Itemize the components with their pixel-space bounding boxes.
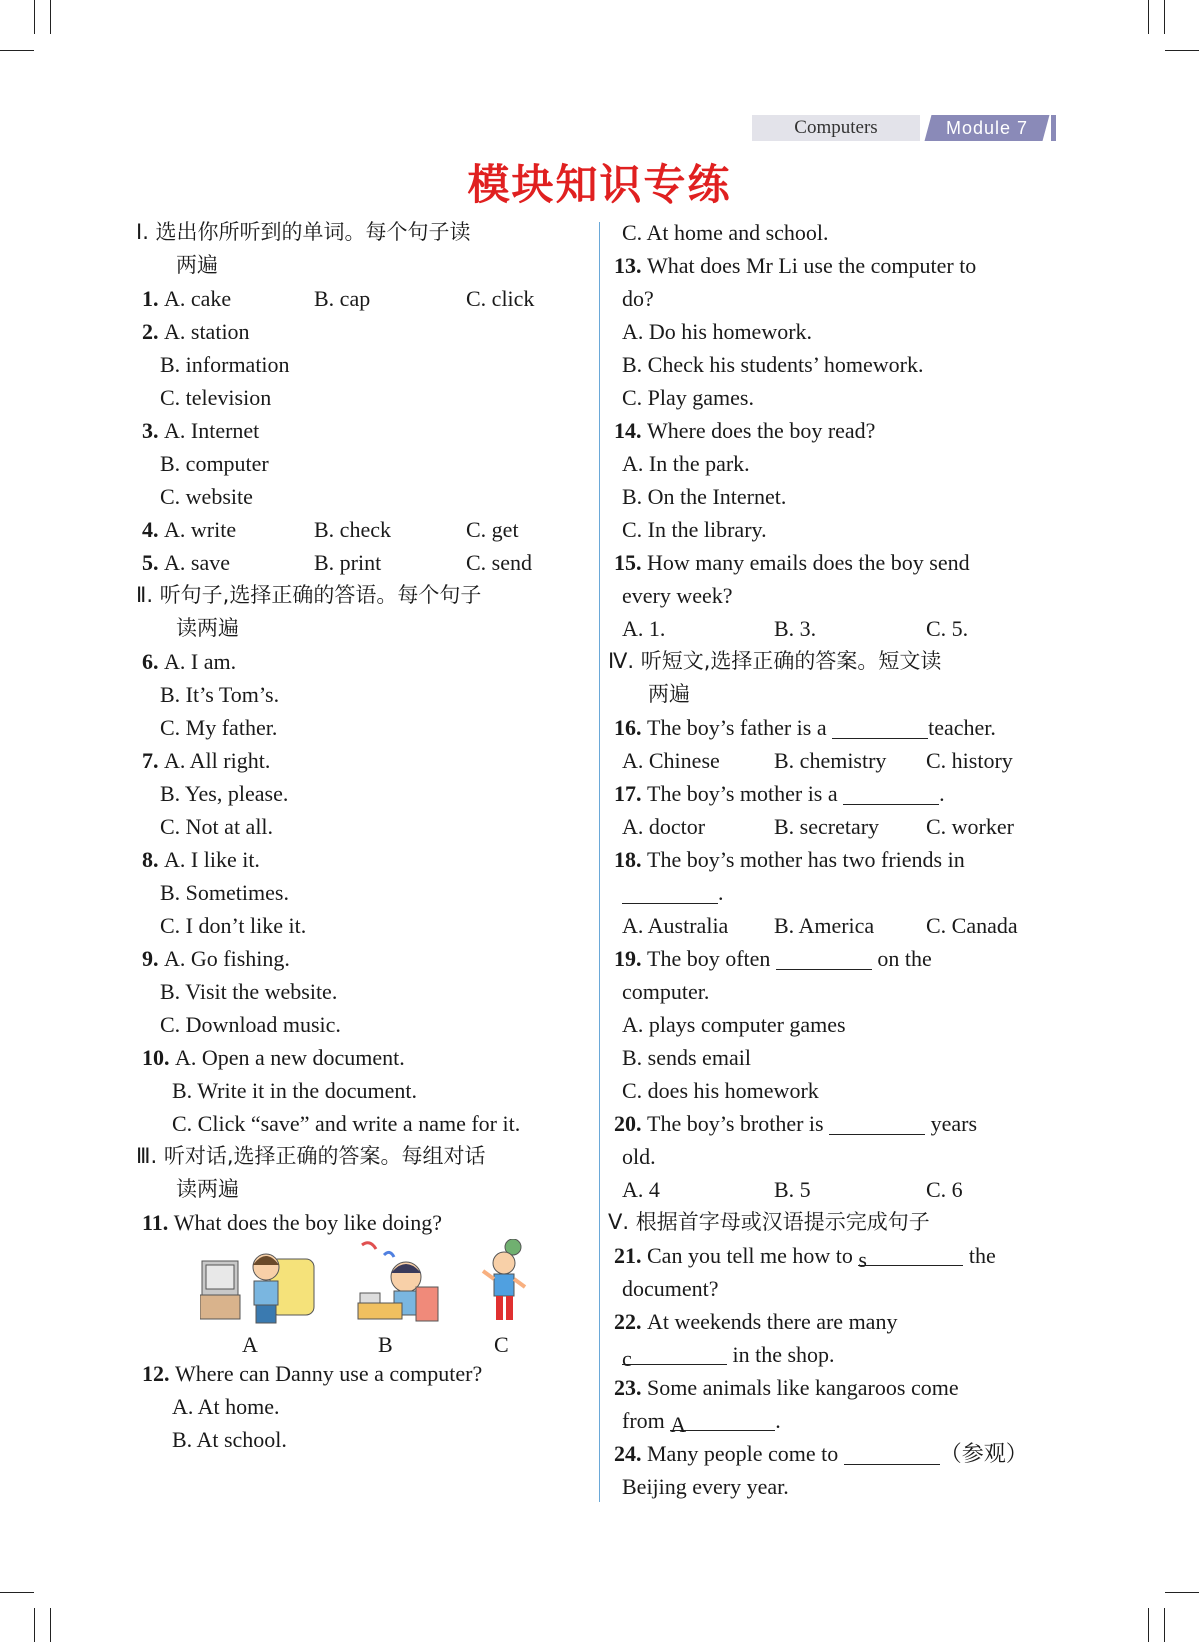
- answer-option: B. It’s Tom’s.: [160, 682, 280, 707]
- answer-option: B. 3.: [774, 616, 817, 641]
- question-number: 3.: [142, 418, 164, 443]
- question-line: [614, 1140, 1058, 1173]
- question-line: [614, 1041, 1058, 1074]
- picture-option-c: [477, 1239, 532, 1329]
- section-heading-text: Ⅰ. 选出你所听到的单词。每个句子读: [136, 220, 471, 244]
- question-number: 5.: [142, 550, 159, 575]
- section-heading-text: 读两遍: [176, 1177, 239, 1201]
- question-text: in the shop.: [727, 1342, 835, 1367]
- section-heading-text: Ⅳ. 听短文,选择正确的答案。短文读: [608, 649, 942, 673]
- question-line: [142, 1423, 592, 1456]
- question-number: 21.: [614, 1243, 647, 1268]
- question-line: [142, 1357, 592, 1390]
- answer-option: B. computer: [160, 451, 269, 476]
- crop-mark: [50, 1608, 51, 1642]
- question-number: 2.: [142, 319, 164, 344]
- question-number: 24.: [614, 1441, 647, 1466]
- question-line: [614, 1338, 1058, 1371]
- section-heading-text: Ⅲ. 听对话,选择正确的答案。每组对话: [136, 1144, 486, 1168]
- question-line: [142, 876, 592, 909]
- picture-option-label: A: [242, 1332, 258, 1357]
- question-line: [142, 315, 592, 348]
- question-number: 18.: [614, 847, 647, 872]
- question-number: 8.: [142, 847, 164, 872]
- question-line: [142, 1074, 592, 1107]
- question-text: What does the boy like doing?: [173, 1210, 443, 1235]
- question-line: [614, 1107, 1058, 1140]
- answer-option: C. send: [466, 550, 532, 575]
- question-line: [614, 909, 1058, 942]
- question-text: from: [622, 1408, 671, 1433]
- question-text: the: [963, 1243, 996, 1268]
- question-line: [614, 744, 1058, 777]
- question-line: [614, 1239, 1058, 1272]
- illustration-shape: [358, 1303, 402, 1319]
- question-text: computer.: [622, 979, 710, 1004]
- answer-option: A. save: [164, 550, 230, 575]
- question-line: [614, 1008, 1058, 1041]
- answer-option: A. 4: [622, 1177, 660, 1202]
- answer-option: C. 5.: [926, 616, 969, 641]
- picture-option-label: B: [378, 1332, 393, 1357]
- question-line: [142, 909, 592, 942]
- answer-option: B. 5: [774, 1177, 811, 1202]
- answer-option: B. At school.: [172, 1427, 287, 1452]
- answer-option: C. website: [160, 484, 253, 509]
- illustration-shape: [483, 1271, 494, 1279]
- illustration-shape: [506, 1296, 513, 1320]
- answer-option: B. Check his students’ homework.: [622, 352, 924, 377]
- question-number: 6.: [142, 649, 164, 674]
- crop-mark: [0, 50, 34, 51]
- question-text: .: [939, 781, 945, 806]
- question-text: The boy’s father is a: [647, 715, 833, 740]
- question-line: [142, 414, 592, 447]
- answer-option: B. print: [314, 550, 382, 575]
- question-number: 10.: [142, 1045, 175, 1070]
- question-text: A. Go fishing.: [164, 946, 290, 971]
- answer-option: B. Write it in the document.: [172, 1078, 417, 1103]
- answer-option: B. secretary: [774, 814, 880, 839]
- answer-blank: [829, 1112, 925, 1135]
- picture-option-a: [200, 1239, 320, 1329]
- crop-mark: [0, 1592, 34, 1593]
- question-text: A. Internet: [164, 418, 260, 443]
- section-heading: [136, 1140, 592, 1173]
- question-text: every week?: [622, 583, 733, 608]
- section-heading-text: Ⅱ. 听句子,选择正确的答语。每个句子: [136, 583, 482, 607]
- answer-option: C. Download music.: [160, 1012, 341, 1037]
- section-heading-text: Ⅴ. 根据首字母或汉语提示完成句子: [608, 1210, 930, 1234]
- illustration-shape: [384, 1252, 394, 1257]
- answer-option: C. In the library.: [622, 517, 767, 542]
- header-module-badge: [925, 115, 1050, 141]
- answer-option: C. television: [160, 385, 272, 410]
- question-number: 7.: [142, 748, 164, 773]
- section-heading: [142, 1173, 592, 1206]
- illustration-shape: [256, 1305, 276, 1323]
- illustration-shape: [493, 1252, 515, 1274]
- question-text: teacher.: [928, 715, 996, 740]
- question-line: [142, 447, 592, 480]
- question-line: [142, 1008, 592, 1041]
- question-line: [614, 1404, 1058, 1437]
- section-heading-text: 两遍: [648, 682, 690, 706]
- question-line: [614, 1371, 1058, 1404]
- question-line: [614, 777, 1058, 810]
- answer-option: A. At home.: [172, 1394, 280, 1419]
- question-number: 20.: [614, 1111, 647, 1136]
- page-title: 模块知识专练: [467, 160, 732, 209]
- question-number: 15.: [614, 550, 647, 575]
- section-heading-text: 两遍: [176, 253, 218, 277]
- answer-option: C. 6: [926, 1177, 963, 1202]
- question-text: （参观）: [939, 1441, 1028, 1466]
- question-line: [142, 480, 592, 513]
- question-line: [614, 1470, 1058, 1503]
- illustration-shape: [254, 1281, 278, 1305]
- question-line: [614, 282, 1058, 315]
- question-text: do?: [622, 286, 654, 311]
- question-number: 1.: [142, 286, 159, 311]
- header-topic: Computers: [752, 115, 920, 141]
- question-line: [614, 447, 1058, 480]
- answer-option: A. Do his homework.: [622, 319, 813, 344]
- answer-option: C. Click “save” and write a name for it.: [172, 1111, 521, 1136]
- question-text: on the: [871, 946, 932, 971]
- question-line: [142, 381, 592, 414]
- question-number: 4.: [142, 517, 159, 542]
- answer-option: A. doctor: [622, 814, 706, 839]
- question-number: 9.: [142, 946, 164, 971]
- question-text: Beijing every year.: [622, 1474, 789, 1499]
- question-text: Where can Danny use a computer?: [175, 1361, 483, 1386]
- answer-option: A. plays computer games: [622, 1012, 846, 1037]
- question-line: [614, 612, 1058, 645]
- question-text: The boy’s brother is: [647, 1111, 830, 1136]
- question-text: A. Open a new document.: [175, 1045, 405, 1070]
- question-text: A. I like it.: [164, 847, 260, 872]
- question-line: [142, 282, 592, 315]
- left-column: [136, 216, 592, 1456]
- question-line: [142, 1107, 592, 1140]
- crop-mark: [50, 0, 51, 34]
- picture-option-b: [354, 1239, 444, 1329]
- crop-mark: [1148, 1608, 1149, 1642]
- question-line: [614, 579, 1058, 612]
- answer-option: C. Canada: [926, 913, 1018, 938]
- question-text: .: [775, 1408, 781, 1433]
- crop-mark: [1148, 0, 1149, 34]
- crop-mark: [1165, 1592, 1199, 1593]
- question-line: [142, 1041, 592, 1074]
- question-number: 14.: [614, 418, 647, 443]
- question-line: [614, 843, 1058, 876]
- illustration-shape: [206, 1265, 234, 1289]
- answer-option: C. Play games.: [622, 385, 754, 410]
- answer-option: B. America: [774, 913, 875, 938]
- question-text: The boy’s mother is a: [647, 781, 844, 806]
- question-line: [614, 810, 1058, 843]
- question-number: 13.: [614, 253, 647, 278]
- answer-blank: [622, 881, 718, 904]
- answer-option: C. get: [466, 517, 519, 542]
- question-line: [614, 1173, 1058, 1206]
- question-line: [614, 480, 1058, 513]
- question-line: [142, 810, 592, 843]
- question-text: A. All right.: [164, 748, 271, 773]
- question-text: .: [718, 880, 724, 905]
- question-line: [142, 975, 592, 1008]
- answer-option: A. Chinese: [622, 748, 720, 773]
- illustration-shape: [200, 1295, 240, 1319]
- answer-option: B. information: [160, 352, 290, 377]
- question-number: 22.: [614, 1309, 647, 1334]
- answer-option: B. cap: [314, 286, 371, 311]
- answer-option: A. In the park.: [622, 451, 750, 476]
- question-line: [614, 1074, 1058, 1107]
- question-line: [142, 711, 592, 744]
- crop-mark: [1164, 1608, 1165, 1642]
- question-line: [142, 678, 592, 711]
- answer-option: A. Australia: [622, 913, 729, 938]
- answer-option: C. My father.: [160, 715, 278, 740]
- answer-blank: [844, 1442, 940, 1465]
- crop-mark: [1164, 0, 1165, 34]
- answer-option: B. check: [314, 517, 391, 542]
- answer-blank: A: [670, 1408, 775, 1431]
- question-number: 19.: [614, 946, 647, 971]
- answer-option: B. sends email: [622, 1045, 751, 1070]
- answer-option: A. cake: [164, 286, 232, 311]
- question-line: [614, 315, 1058, 348]
- section-heading: [136, 579, 592, 612]
- answer-option: C. I don’t like it.: [160, 913, 307, 938]
- question-line: [142, 546, 592, 579]
- section-heading: [136, 216, 592, 249]
- illustration-shape: [360, 1293, 380, 1303]
- answer-blank: c: [622, 1342, 727, 1365]
- question-text: Where does the boy read?: [647, 418, 876, 443]
- question-line: [614, 249, 1058, 282]
- question-text: Can you tell me how to: [647, 1243, 859, 1268]
- crop-mark: [34, 0, 35, 34]
- question-line: [614, 876, 1058, 909]
- question-line: [142, 513, 592, 546]
- question-line: [614, 546, 1058, 579]
- right-column: [608, 216, 1058, 1503]
- question-number: 12.: [142, 1361, 175, 1386]
- question-text: How many emails does the boy send: [647, 550, 970, 575]
- question-line: [614, 1305, 1058, 1338]
- illustration-shape: [416, 1287, 438, 1321]
- illustration-shape: [514, 1279, 525, 1287]
- column-divider: [599, 222, 600, 1502]
- answer-option: B. On the Internet.: [622, 484, 787, 509]
- question-text: The boy’s mother has two friends in: [647, 847, 965, 872]
- section-heading: [142, 249, 592, 282]
- answer-option: B. Sometimes.: [160, 880, 289, 905]
- question-line: [614, 711, 1058, 744]
- answer-option: C. Not at all.: [160, 814, 274, 839]
- question-text: old.: [622, 1144, 656, 1169]
- question-line: [614, 216, 1058, 249]
- question-text: Many people come to: [647, 1441, 844, 1466]
- section-heading: [614, 678, 1058, 711]
- answer-blank: s: [858, 1243, 963, 1266]
- question-line: [142, 645, 592, 678]
- section-heading-text: 读两遍: [176, 616, 239, 640]
- answer-option: C. history: [926, 748, 1013, 773]
- answer-option: C. does his homework: [622, 1078, 819, 1103]
- question-text: A. station: [164, 319, 250, 344]
- question-number: 23.: [614, 1375, 647, 1400]
- question-text: document?: [622, 1276, 719, 1301]
- question-line: [614, 414, 1058, 447]
- question-line: [614, 513, 1058, 546]
- section-heading: [608, 1206, 1058, 1239]
- question-line: [142, 1390, 592, 1423]
- question-text: What does Mr Li use the computer to: [647, 253, 977, 278]
- question-line: [142, 777, 592, 810]
- question-text: The boy often: [647, 946, 776, 971]
- question-text: At weekends there are many: [647, 1309, 898, 1334]
- answer-option: B. Visit the website.: [160, 979, 338, 1004]
- section-heading: [608, 645, 1058, 678]
- header-module: Module 7: [945, 118, 1029, 138]
- crop-mark: [1165, 50, 1199, 51]
- illustration-shape: [496, 1296, 503, 1320]
- answer-option: B. chemistry: [774, 748, 887, 773]
- question-line: [142, 843, 592, 876]
- answer-option: C. worker: [926, 814, 1014, 839]
- question-line: [614, 1437, 1058, 1470]
- question-line: [614, 348, 1058, 381]
- answer-option: A. 1.: [622, 616, 666, 641]
- answer-option: A. write: [164, 517, 237, 542]
- crop-mark: [34, 1608, 35, 1642]
- question-line: [614, 381, 1058, 414]
- question-line: [142, 942, 592, 975]
- answer-option: B. Yes, please.: [160, 781, 289, 806]
- picture-options: [142, 1239, 592, 1357]
- question-number: 17.: [614, 781, 647, 806]
- question-number: 11.: [142, 1210, 174, 1235]
- answer-blank: [832, 716, 928, 739]
- question-line: [614, 1272, 1058, 1305]
- question-line: [142, 348, 592, 381]
- question-line: [142, 744, 592, 777]
- question-text: Some animals like kangaroos come: [647, 1375, 959, 1400]
- question-line: [142, 1206, 592, 1239]
- illustration-shape: [494, 1274, 514, 1296]
- header-accent-bar: [1051, 115, 1056, 141]
- answer-option: C. At home and school.: [622, 220, 829, 245]
- picture-option-label: C: [494, 1332, 509, 1357]
- question-line: [614, 942, 1058, 975]
- answer-blank: [843, 782, 939, 805]
- answer-blank: [776, 947, 872, 970]
- section-heading: [142, 612, 592, 645]
- answer-option: C. click: [466, 286, 535, 311]
- question-number: 16.: [614, 715, 647, 740]
- illustration-shape: [362, 1243, 376, 1249]
- question-text: years: [925, 1111, 978, 1136]
- question-line: [614, 975, 1058, 1008]
- illustration-shape: [391, 1264, 421, 1273]
- question-text: A. I am.: [164, 649, 237, 674]
